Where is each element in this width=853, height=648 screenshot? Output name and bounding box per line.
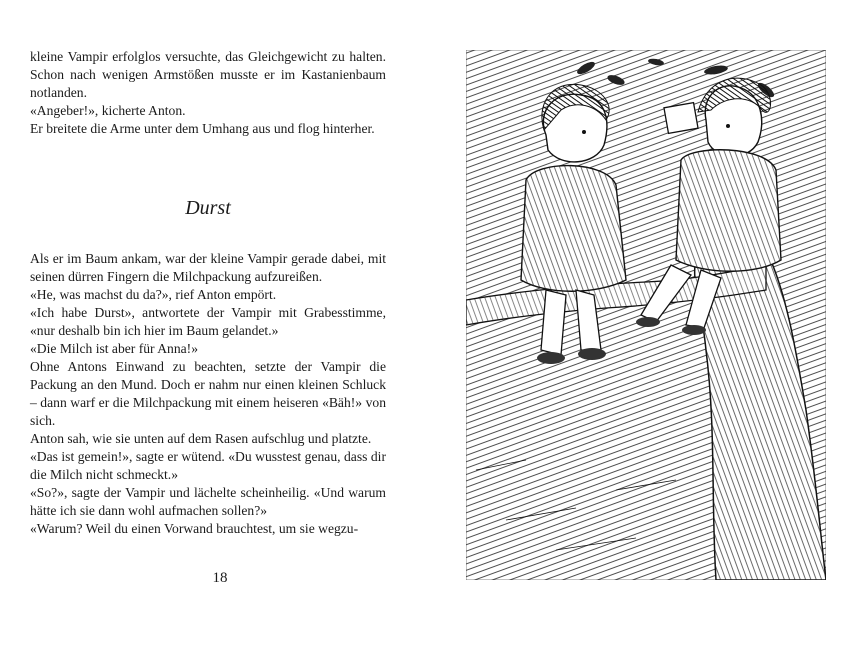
paragraph: «Ich habe Durst», antwortete der Vampir mit Grabesstimme, «nur deshalb bin ich hier im Baum gelandet.» — [30, 305, 386, 338]
right-page — [426, 0, 853, 648]
paragraph: Er breitete die Arme unter dem Umhang aus und flog hinterher. — [30, 121, 375, 136]
page-text — [30, 48, 386, 538]
paragraph: «So?», sagte der Vampir und lächelte scheinheilig. «Und warum hätte ich sie dann wohl aufmachen sollen?» — [30, 485, 386, 518]
paragraph: «Die Milch ist aber für Anna!» — [30, 341, 198, 356]
paragraph: kleine Vampir erfolglos versuchte, das Gleichgewicht zu halten. Schon nach wenigen Armstößen musste er im Kastanienbaum notlanden. — [30, 49, 386, 100]
paragraph: «Angeber!», kicherte Anton. — [30, 103, 186, 118]
paragraph: «Warum? Weil du einen Vorwand brauchtest, um sie wegzu- — [30, 521, 359, 536]
chapter-title: Durst — [185, 197, 231, 219]
paragraph: «He, was machst du da?», rief Anton empört. — [30, 287, 277, 302]
page-number: 18 — [212, 570, 228, 586]
illustration-image — [466, 50, 826, 580]
milk-carton — [664, 103, 698, 134]
left-page — [0, 0, 426, 648]
paragraph: «Das ist gemein!», sagte er wütend. «Du wusstest genau, dass dir die Milch nicht schmeckt.» — [30, 449, 386, 482]
paragraph: Ohne Antons Einwand zu beachten, setzte der Vampir die Packung an den Mund. Doch er nahm nur einen kleinen Schluck – dann warf er die Milchpackung mit einem heiseren «Bäh!» von sich. — [30, 359, 386, 428]
paragraph: Anton sah, wie sie unten auf dem Rasen aufschlug und platzte. — [30, 431, 372, 446]
paragraph: Als er im Baum ankam, war der kleine Vampir gerade dabei, mit seinen dürren Fingern die Milchpackung aufzureißen. — [30, 251, 386, 284]
